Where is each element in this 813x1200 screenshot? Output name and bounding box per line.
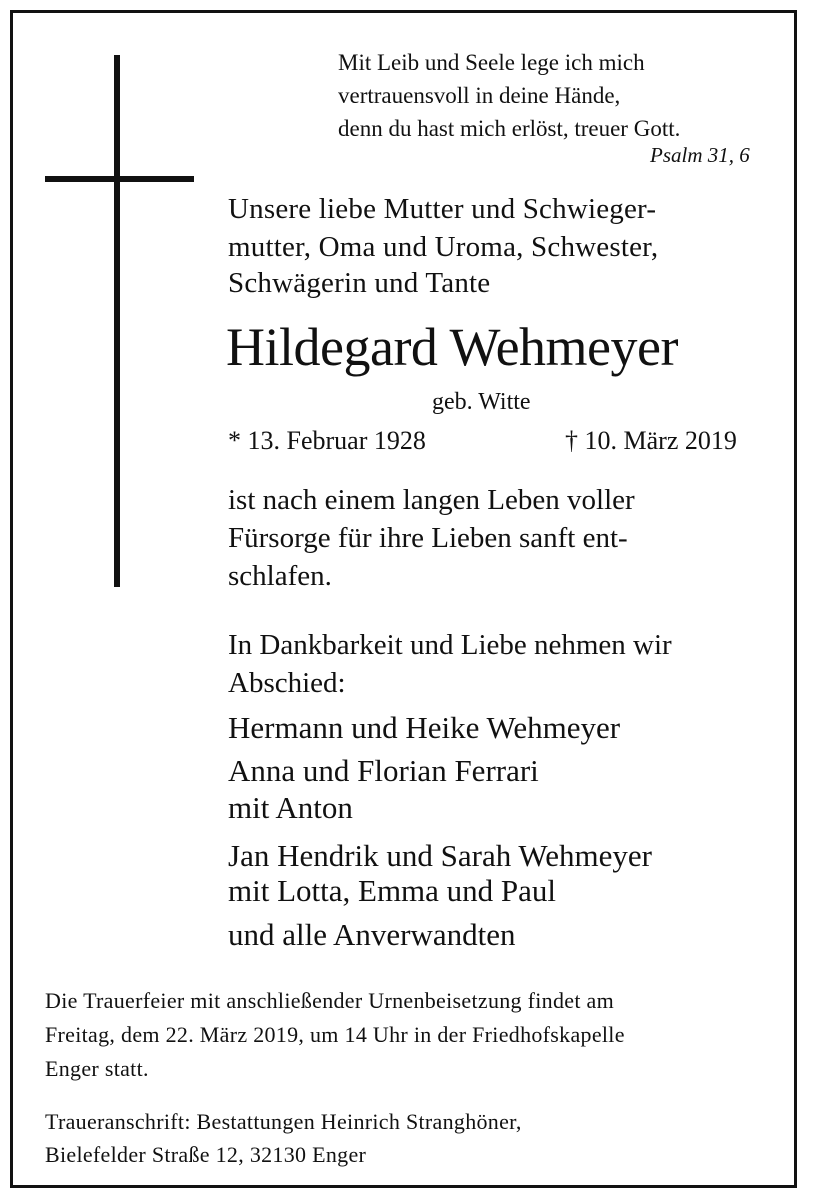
maiden-name: geb. Witte [432,389,531,415]
death-date: † 10. März 2019 [565,426,737,455]
message-line: schlafen. [228,560,332,592]
deceased-name: Hildegard Wehmeyer [226,317,678,377]
service-line: Freitag, dem 22. März 2019, um 14 Uhr in der Friedhofskapelle [45,1022,625,1047]
farewell-line: Abschied: [228,667,346,699]
psalm-reference: Psalm 31, 6 [650,143,750,167]
family-line: mit Lotta, Emma und Paul [228,873,557,908]
family-line: Jan Hendrik und Sarah Wehmeyer [228,838,652,873]
message-line: Fürsorge für ihre Lieben sanft ent- [228,522,628,554]
intro-line: Unsere liebe Mutter und Schwieger- [228,193,657,225]
address-line: Traueranschrift: Bestattungen Heinrich Stranghöner, [45,1109,522,1134]
motto-line: denn du hast mich erlöst, treuer Gott. [338,116,681,141]
intro-line: mutter, Oma und Uroma, Schwester, [228,231,659,263]
farewell-line: In Dankbarkeit und Liebe nehmen wir [228,629,672,661]
intro-line: Schwägerin und Tante [228,267,491,299]
motto-line: vertrauensvoll in deine Hände, [338,83,621,108]
address-line: Bielefelder Straße 12, 32130 Enger [45,1142,367,1167]
family-line: mit Anton [228,790,353,825]
birth-date: * 13. Februar 1928 [228,426,426,455]
motto-line: Mit Leib und Seele lege ich mich [338,50,645,75]
cross-icon-bar [45,176,194,182]
family-line: und alle Anverwandten [228,917,516,952]
family-line: Anna und Florian Ferrari [228,753,539,788]
cross-icon [114,55,120,587]
message-line: ist nach einem langen Leben voller [228,484,635,516]
service-line: Enger statt. [45,1056,149,1081]
family-line: Hermann und Heike Wehmeyer [228,710,621,745]
service-line: Die Trauerfeier mit anschließender Urnenbeisetzung findet am [45,988,615,1013]
